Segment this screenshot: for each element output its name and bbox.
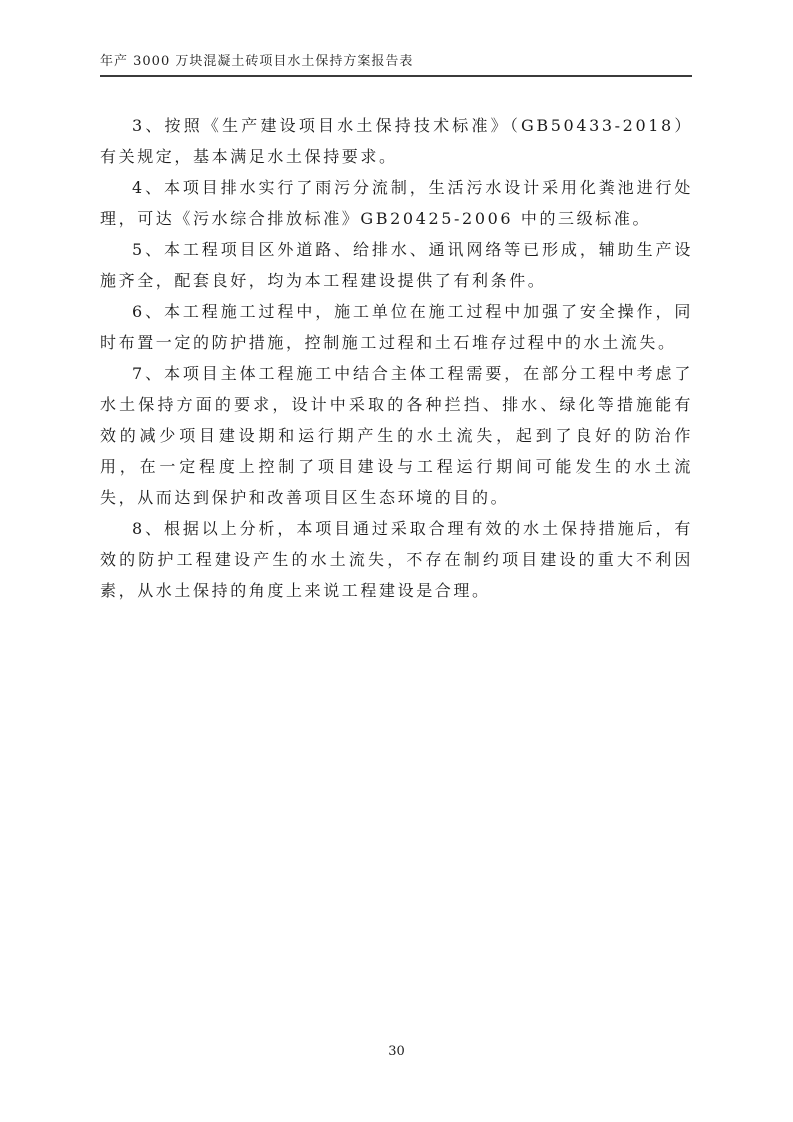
paragraph-8: 8、根据以上分析，本项目通过采取合理有效的水土保持措施后，有效的防护工程建设产生的水土流失，不存在制约项目建设的重大不利因素，从水土保持的角度上来说工程建设是合理。 [100, 519, 693, 600]
paragraph-6: 6、本工程施工过程中，施工单位在施工过程中加强了安全操作，同时布置一定的防护措施，控制施工过程和土石堆存过程中的水土流失。 [100, 302, 693, 352]
page-number: 30 [388, 1044, 405, 1059]
body-text [100, 110, 693, 606]
header-title: 年产 3000 万块混凝土砖项目水土保持方案报告表 [100, 54, 414, 69]
page-header [100, 50, 692, 77]
paragraph-3: 3、按照《生产建设项目水土保持技术标准》（GB50433-2018）有关规定，基本满足水土保持要求。 [100, 116, 693, 166]
paragraph-5: 5、本工程项目区外道路、给排水、通讯网络等已形成，辅助生产设施齐全，配套良好，均为本工程建设提供了有利条件。 [100, 240, 693, 290]
paragraph-4: 4、本项目排水实行了雨污分流制，生活污水设计采用化粪池进行处理，可达《污水综合排放标准》GB20425-2006 中的三级标准。 [100, 178, 693, 228]
paragraph-7: 7、本项目主体工程施工中结合主体工程需要，在部分工程中考虑了水土保持方面的要求，设计中采取的各种拦挡、排水、绿化等措施能有效的减少项目建设期和运行期产生的水土流失，起到了良好的防治作用，在一定程度上控制了项目建设与工程运行期间可能发生的水土流失，从而达到保护和改善项目区生态环境的目的。 [100, 364, 693, 507]
page-footer [0, 1040, 793, 1059]
header-rule [100, 75, 692, 77]
